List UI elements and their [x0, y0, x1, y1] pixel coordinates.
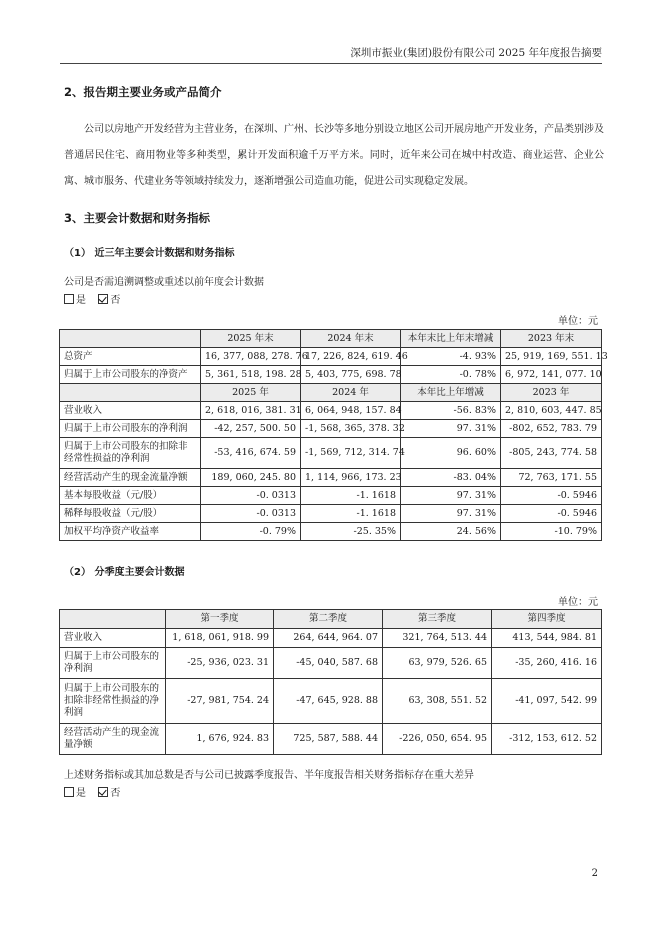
checkbox-yes[interactable]: [64, 787, 74, 797]
table-row: 总资产 16, 377, 088, 278. 76 17, 226, 824, 619. 46 -4. 93% 25, 919, 169, 551. 13: [60, 348, 602, 366]
subsection-2-heading: （2） 分季度主要会计数据: [64, 567, 185, 578]
section-3-heading: 3、主要会计数据和财务指标: [64, 211, 211, 225]
table-header-row: 2025 年 2024 年 本年比上年增减 2023 年: [60, 384, 602, 402]
table-row: 营业收入 1, 618, 061, 918. 99 264, 644, 964. 07 321, 764, 513. 44 413, 544, 984. 81: [60, 629, 602, 648]
table-row: 归属于上市公司股东的净利润 -42, 257, 500. 50 -1, 568, 365, 378. 32 97. 31% -802, 652, 783. 79: [60, 420, 602, 438]
quarterly-financial-table: [59, 609, 602, 755]
discrepancy-options: 是 否: [64, 784, 120, 799]
document-header-title: 深圳市振业(集团)股份有限公司 2025 年年度报告摘要: [350, 47, 602, 59]
table-row: 归属于上市公司股东的扣除非经常性损益的净利润 -53, 416, 674. 59 -1, 569, 712, 314. 74 96. 60% -805, 243, 774. 58: [60, 438, 602, 469]
discrepancy-question: 上述财务指标或其加总数是否与公司已披露季度报告、半年度报告相关财务指标存在重大差异: [64, 770, 474, 781]
table-header-row: 第一季度 第二季度 第三季度 第四季度: [60, 610, 602, 629]
table-row: 经营活动产生的现金流量净额 1, 676, 924. 83 725, 587, 588. 44 -226, 050, 654. 95 -312, 153, 612. 52: [60, 724, 602, 755]
table-row: 加权平均净资产收益率 -0. 79% -25. 35% 24. 56% -10. 79%: [60, 523, 602, 541]
table-row: 经营活动产生的现金流量净额 189, 060, 245. 80 1, 114, 966, 173. 23 -83. 04% 72, 763, 171. 55: [60, 469, 602, 487]
unit-label-2: 单位：元: [558, 597, 598, 608]
table-row: 归属于上市公司股东的净资产 5, 361, 518, 198. 28 5, 403, 775, 698. 78 -0. 78% 6, 972, 141, 077. 10: [60, 366, 602, 384]
table-row: 归属于上市公司股东的净利润 -25, 936, 023. 31 -45, 040, 587. 68 63, 979, 526. 65 -35, 260, 416. 16: [60, 648, 602, 679]
section-2-heading: 2、报告期主要业务或产品简介: [64, 85, 222, 99]
unit-label-1: 单位：元: [558, 316, 598, 327]
annual-financial-table: [59, 329, 608, 541]
table-row: 营业收入 2, 618, 016, 381. 31 6, 064, 948, 157. 84 -56. 83% 2, 810, 603, 447. 85: [60, 402, 602, 420]
restatement-options: 是 否: [64, 291, 120, 306]
table-header-row: 2025 年末 2024 年末 本年末比上年末增减 2023 年末: [60, 330, 602, 348]
table-row: 归属于上市公司股东的扣除非经常性损益的净利润 -27, 981, 754. 24 -47, 645, 928. 88 63, 308, 551. 52 -41, 097, 542. 99: [60, 679, 602, 724]
table-row: 稀释每股收益（元/股） -0. 0313 -1. 1618 97. 31% -0. 5946: [60, 505, 602, 523]
table-row: 基本每股收益（元/股） -0. 0313 -1. 1618 97. 31% -0. 5946: [60, 487, 602, 505]
checkbox-yes[interactable]: [64, 294, 74, 304]
restatement-question: 公司是否需追溯调整或重述以前年度会计数据: [64, 277, 264, 288]
business-description-paragraph: 公司以房地产开发经营为主营业务，在深圳、广州、长沙等多地分别设立地区公司开展房地产开发业务，产品类别涉及普通居民住宅、商用物业等多种类型，累计开发面积逾千万平方米。同时，近年来公司在城中村改造、商业运营、企业公寓、城市服务、代建业务等领域持续发力，逐渐增强公司造血功能，促进公司实现稳定发展。: [64, 124, 604, 187]
page-number: 2: [591, 868, 598, 879]
checkbox-no-checked[interactable]: [98, 787, 108, 797]
subsection-1-heading: （1） 近三年主要会计数据和财务指标: [64, 248, 235, 259]
checkbox-no-checked[interactable]: [98, 294, 108, 304]
header-divider: [60, 63, 602, 64]
